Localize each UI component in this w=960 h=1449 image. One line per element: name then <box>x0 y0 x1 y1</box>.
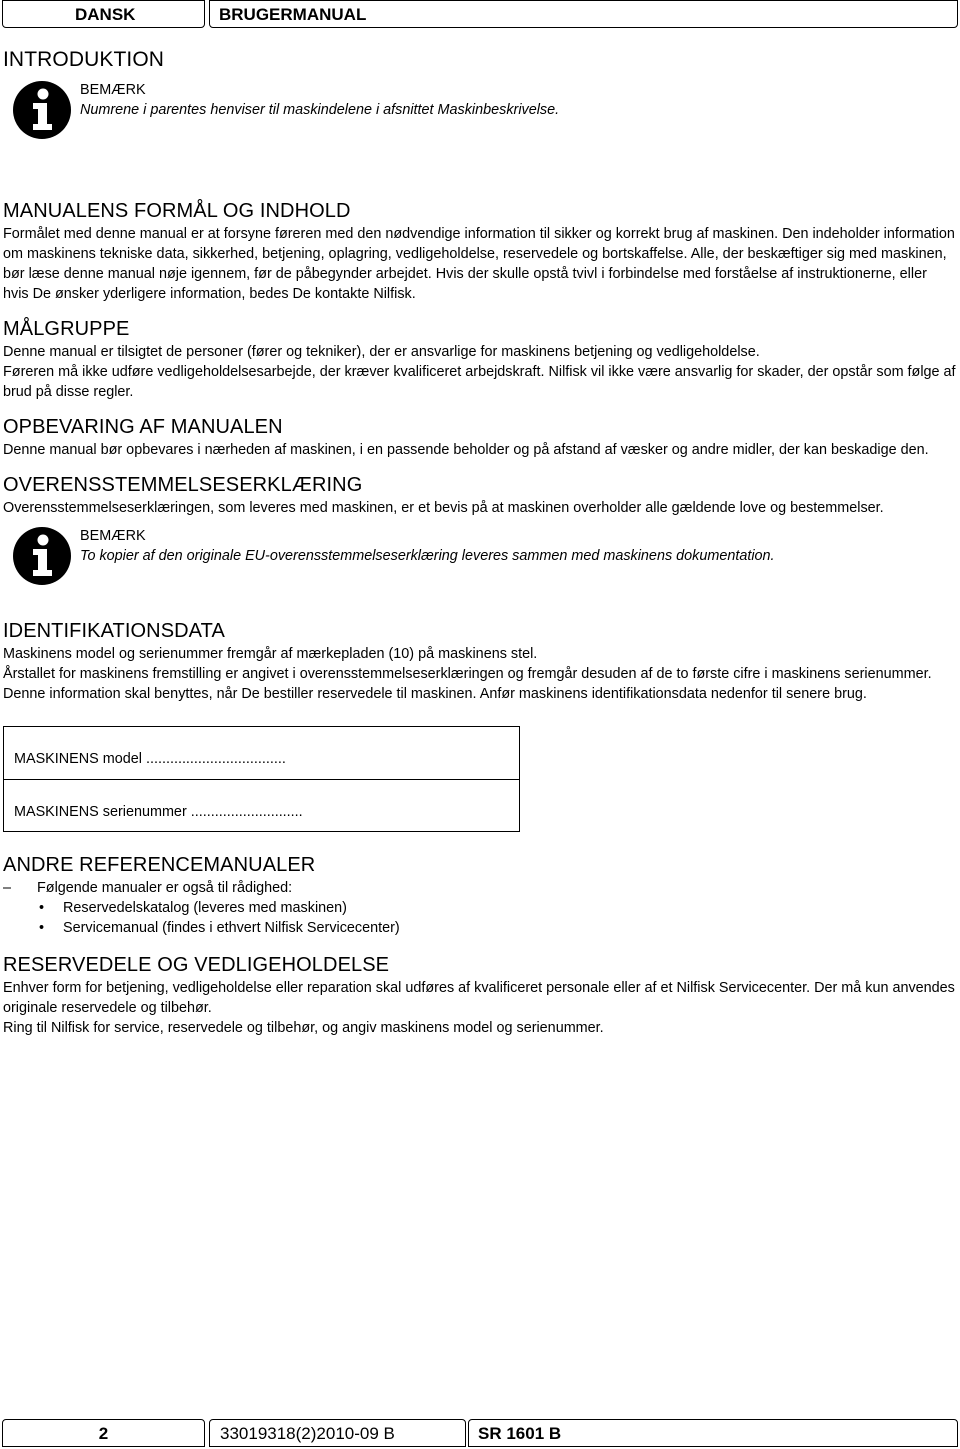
bullet-marker: • <box>39 920 45 936</box>
document-number: 33019318(2)2010-09 B <box>209 1419 466 1447</box>
storage-text: Denne manual bør opbevares i nærheden af maskinen, i en passende beholder og på afstand af væsker og andre midler, der kan beskadige den. <box>3 442 929 458</box>
target-line-2: Føreren må ikke udføre vedligeholdelsesarbejde, der kræver kvalificeret arbejdskraft. Nilfisk vil ikke være ansvarlig for skader, der opstår som følge af brud på disse regler. <box>3 364 956 400</box>
page-content <box>3 48 956 1038</box>
info-icon <box>12 526 72 586</box>
identification-heading: IDENTIFIKATIONSDATA <box>3 620 225 642</box>
spare-parts-heading: RESERVEDELE OG VEDLIGEHOLDELSE <box>3 954 390 976</box>
purpose-heading: MANUALENS FORMÅL OG INDHOLD <box>3 200 351 222</box>
info-icon <box>12 80 72 140</box>
dash-item <box>3 878 956 898</box>
list-item <box>3 898 956 918</box>
note-label: BEMÆRK <box>80 528 146 544</box>
list-item <box>3 918 956 938</box>
model-row <box>4 727 519 779</box>
purpose-text: Formålet med denne manual er at forsyne føreren med den nødvendige information til sikker og korrekt brug af maskinen. Den indeholder information om maskinens tekniske data, sikkerhed, betjening, oplagring, vedligeholdelse, reservedele og bortskaffelse. Alle, der beskæftiger sig med maskinen, bør læse denne manual nøje igennem, før de påbegynder arbejdet. Hvis der skulle opstå tvivl i forbindelse med forståelse af instruktionerne, eller hvis De ønsker yderligere information, bedes De kontakte Nilfisk. <box>3 226 955 302</box>
machine-model: SR 1601 B <box>468 1419 958 1447</box>
conformity-text: Overensstemmelseserklæringen, som leveres med maskinen, er et bevis på at maskinen overholder alle gældende love og bestemmelser. <box>3 500 884 516</box>
bullet-marker: • <box>39 900 45 916</box>
target-line-1: Denne manual er tilsigtet de personer (fører og tekniker), der er ansvarlige for maskinens betjening og vedligeholdelse. <box>3 344 760 360</box>
list-item-text: Reservedelskatalog (leveres med maskinen) <box>63 900 347 916</box>
conformity-heading: OVERENSSTEMMELSESERKLÆRING <box>3 474 363 496</box>
identification-section <box>3 620 956 832</box>
identification-line-2: Årstallet for maskinens fremstilling er angivet i overensstemmelseserklæringen og fremgår desuden af de to første cifre i maskinens serienummer. <box>3 666 932 682</box>
header-document-type: BRUGERMANUAL <box>209 0 958 28</box>
conformity-section <box>3 474 956 600</box>
identification-line-3: Denne information skal benyttes, når De bestiller reservedele til maskinen. Anfør maskinens identifikationsdata nedenfor til senere brug. <box>3 686 867 702</box>
note-text: To kopier af den originale EU-overensstemmelseserklæring leveres sammen med maskinens dokumentation. <box>80 548 775 564</box>
storage-section <box>3 416 956 460</box>
other-manuals-section <box>3 854 956 938</box>
other-manuals-heading: ANDRE REFERENCEMANUALER <box>3 854 316 876</box>
conformity-note <box>3 522 956 600</box>
intro-heading: INTRODUKTION <box>3 48 165 71</box>
list-item-text: Servicemanual (findes i ethvert Nilfisk Servicecenter) <box>63 920 400 936</box>
identification-line-1: Maskinens model og serienummer fremgår af mærkepladen (10) på maskinens stel. <box>3 646 538 662</box>
serial-field: MASKINENS serienummer ............................ <box>14 804 303 820</box>
spare-parts-line-2: Ring til Nilfisk for service, reservedele og tilbehør, og angiv maskinens model og serienummer. <box>3 1020 604 1036</box>
model-field: MASKINENS model ................................... <box>14 751 286 767</box>
spare-parts-line-1: Enhver form for betjening, vedligeholdelse eller reparation skal udføres af kvalificeret personale eller af et Nilfisk Servicecenter. Der må kun anvendes originale reservedele og tilbehør. <box>3 980 955 1016</box>
note-label: BEMÆRK <box>80 82 146 98</box>
purpose-section <box>3 200 956 304</box>
header-language: DANSK <box>2 0 205 28</box>
dash-item-text: Følgende manualer er også til rådighed: <box>37 880 293 896</box>
dash-marker: – <box>3 880 12 896</box>
page-number: 2 <box>2 1419 205 1447</box>
target-section <box>3 318 956 402</box>
target-heading: MÅLGRUPPE <box>3 318 130 340</box>
spare-parts-section <box>3 954 956 1038</box>
storage-heading: OPBEVARING AF MANUALEN <box>3 416 283 438</box>
serial-row <box>4 779 519 831</box>
note-text: Numrene i parentes henviser til maskindelene i afsnittet Maskinbeskrivelse. <box>80 102 560 118</box>
identification-table <box>3 726 520 832</box>
intro-note <box>3 76 956 154</box>
